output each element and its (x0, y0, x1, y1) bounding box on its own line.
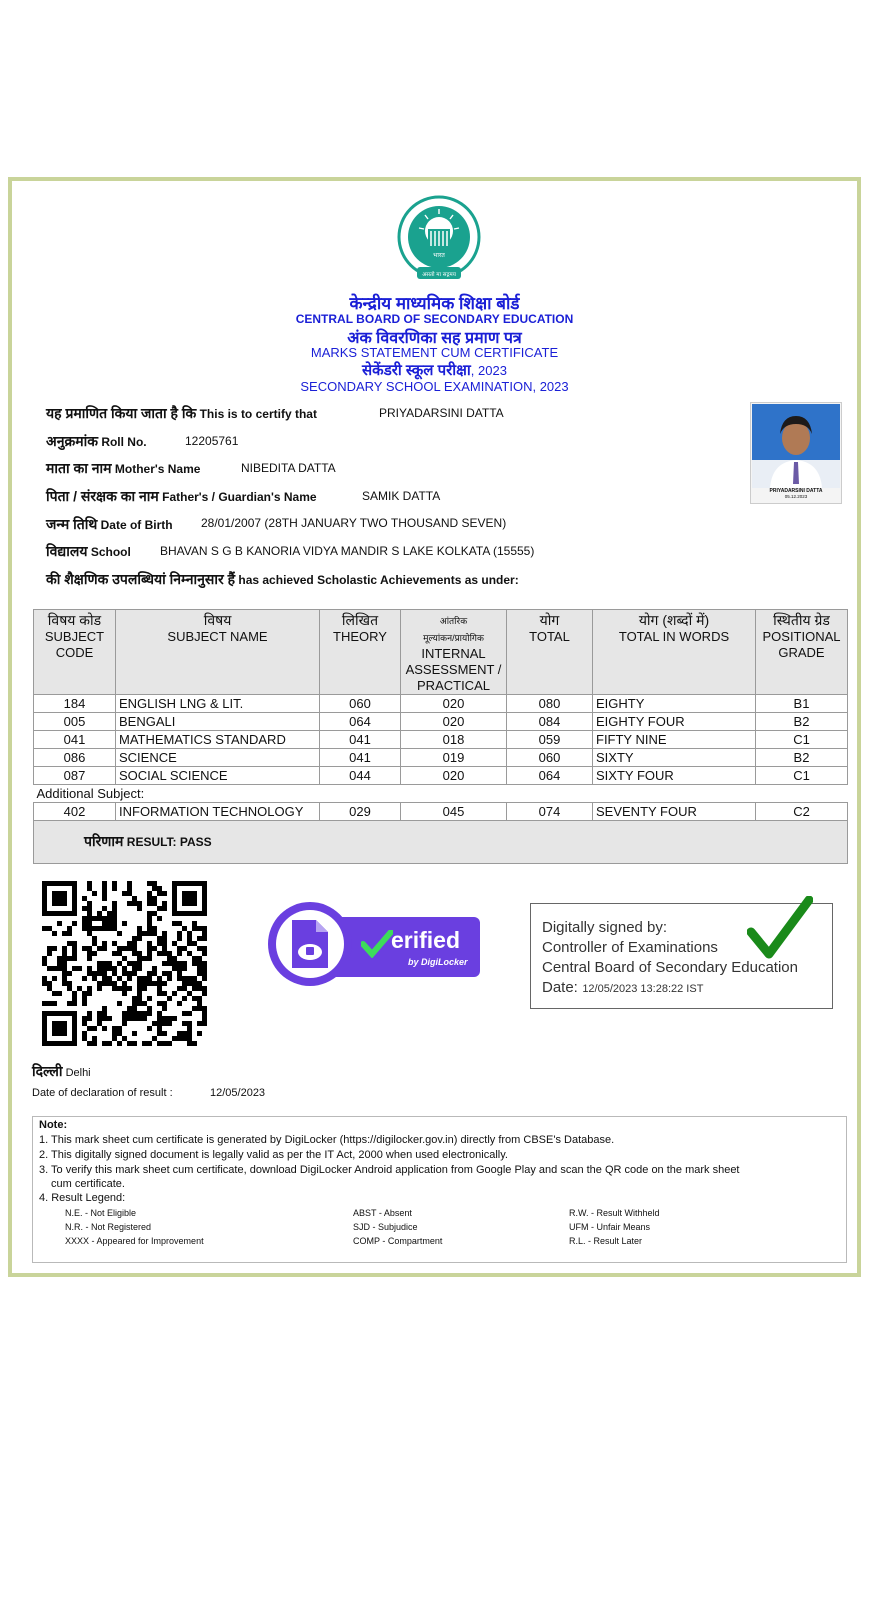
table-row: 087 SOCIAL SCIENCE 044 020 064 SIXTY FOUR C1 (34, 767, 848, 785)
declaration-label: Date of declaration of result : (32, 1087, 173, 1099)
school-name: BHAVAN S G B KANORIA VIDYA MANDIR S LAKE KOLKATA (15555) (160, 544, 535, 558)
exam-title-english: SECONDARY SCHOOL EXAMINATION, 2023 (300, 379, 569, 394)
svg-text:असतो मा सद्गमय: असतो मा सद्गमय (422, 272, 456, 278)
legend-item: SJD - Subjudice (353, 1222, 418, 1232)
note-item: 2. This digitally signed document is legally valid as per the IT Act, 2000 when used electronically. (39, 1149, 508, 1161)
signature-date: Date: 12/05/2023 13:28:22 IST (542, 979, 704, 996)
header-internal-assessment: आंतरिक मूल्यांकन/प्रायोगिक INTERNAL ASSESSMENT / PRACTICAL (401, 610, 507, 695)
legend-item: N.E. - Not Eligible (65, 1208, 137, 1218)
mother-name: NIBEDITA DATTA (241, 461, 336, 475)
header-total-in-words: योग (शब्दों में) TOTAL IN WORDS (593, 610, 756, 695)
signature-line2: Controller of Examinations (542, 939, 718, 956)
signature-line1: Digitally signed by: (542, 919, 668, 936)
board-name-english: CENTRAL BOARD OF SECONDARY EDUCATION (295, 312, 574, 326)
result-row (34, 821, 848, 864)
notes-title: Note: (39, 1119, 68, 1131)
photo-caption: PRIYADARSINI DATTA (769, 488, 823, 494)
verified-check-icon (361, 930, 393, 958)
result-value: RESULT: PASS (126, 835, 212, 849)
table-row: 005 BENGALI 064 020 084 EIGHTY FOUR B2 (34, 713, 848, 731)
notes-box (32, 1116, 847, 1263)
legend-item: UFM - Unfair Means (569, 1222, 651, 1232)
verified-text: erified (391, 927, 461, 953)
student-name: PRIYADARSINI DATTA (379, 406, 504, 420)
roll-number: 12205761 (185, 434, 239, 448)
certificate-title-hindi: अंक विवरणिका सह प्रमाण पत्र (347, 330, 522, 347)
header-positional-grade: स्थितीय ग्रेड POSITIONAL GRADE (756, 610, 848, 695)
marks-table (33, 609, 848, 864)
table-row: 402 INFORMATION TECHNOLOGY 029 045 074 SEVENTY FOUR C2 (34, 803, 848, 821)
declaration-date: 12/05/2023 (210, 1087, 266, 1099)
verified-badge (268, 902, 483, 994)
mother-label: माता का नाम Mother's Name (46, 460, 201, 476)
certificate-frame (8, 177, 861, 1277)
dob-label: जन्म तिथि Date of Birth (46, 516, 173, 532)
legend-item: XXXX - Appeared for Improvement (65, 1236, 204, 1246)
svg-text:भारत: भारत (433, 252, 445, 259)
school-label: विद्यालय School (46, 543, 131, 559)
note-item: 4. Result Legend: (39, 1192, 126, 1204)
note-item: cum certificate. (51, 1178, 125, 1190)
legend-item: COMP - Compartment (353, 1236, 443, 1246)
signature-line3: Central Board of Secondary Education (542, 959, 798, 976)
table-row: 086 SCIENCE 041 019 060 SIXTY B2 (34, 749, 848, 767)
additional-subject-row: Additional Subject: (34, 785, 848, 803)
legend-item: ABST - Absent (353, 1208, 412, 1218)
table-row: 041 MATHEMATICS STANDARD 041 018 059 FIFTY NINE C1 (34, 731, 848, 749)
cbse-emblem-icon (395, 193, 483, 293)
qr-code-icon[interactable] (42, 881, 207, 1046)
exam-title-hindi: सेकेंडरी स्कूल परीक्षा, 2023 (362, 362, 507, 379)
place: दिल्ली Delhi (32, 1063, 91, 1079)
date-of-birth: 28/01/2007 (28TH JANUARY TWO THOUSAND SEVEN) (201, 516, 507, 530)
header-subject-code: विषय कोड SUBJECT CODE (34, 610, 116, 695)
certificate-title-english: MARKS STATEMENT CUM CERTIFICATE (310, 345, 559, 360)
result-label-hindi: परिणाम (84, 833, 124, 849)
student-photo (750, 402, 842, 504)
document-lock-icon (284, 916, 336, 972)
father-name: SAMIK DATTA (362, 489, 441, 503)
roll-label: अनुक्रमांक Roll No. (46, 433, 147, 449)
photo-date: 05.12.2023 (784, 494, 808, 499)
table-row: 184 ENGLISH LNG & LIT. 060 020 080 EIGHTY B1 (34, 695, 848, 713)
legend-item: R.W. - Result Withheld (569, 1208, 660, 1218)
digital-signature-box (530, 903, 833, 1009)
header-theory: लिखित THEORY (320, 610, 401, 695)
board-name-hindi: केन्द्रीय माध्यमिक शिक्षा बोर्ड (349, 294, 520, 313)
legend-item: N.R. - Not Registered (65, 1222, 152, 1232)
table-header-row (34, 610, 848, 695)
legend-item: R.L. - Result Later (569, 1236, 643, 1246)
achievement-label: की शैक्षणिक उपलब्धियां निम्नानुसार हैं has achieved Scholastic Achievements as under: (46, 571, 519, 587)
header-total: योग TOTAL (507, 610, 593, 695)
verified-subtext: by DigiLocker (408, 957, 468, 967)
header-subject-name: विषय SUBJECT NAME (116, 610, 320, 695)
signature-valid-tick-icon (747, 896, 813, 962)
note-item: 3. To verify this mark sheet cum certificate, download DigiLocker Android application from Google Play and scan the QR code on the mark sheet (39, 1164, 740, 1176)
note-item: 1. This mark sheet cum certificate is generated by DigiLocker (https://digilocker.gov.in) directly from CBSE's Database. (39, 1134, 615, 1146)
certify-label: यह प्रमाणित किया जाता है कि This is to certify that (46, 405, 317, 421)
father-label: पिता / संरक्षक का नाम Father's / Guardian's Name (46, 488, 317, 504)
